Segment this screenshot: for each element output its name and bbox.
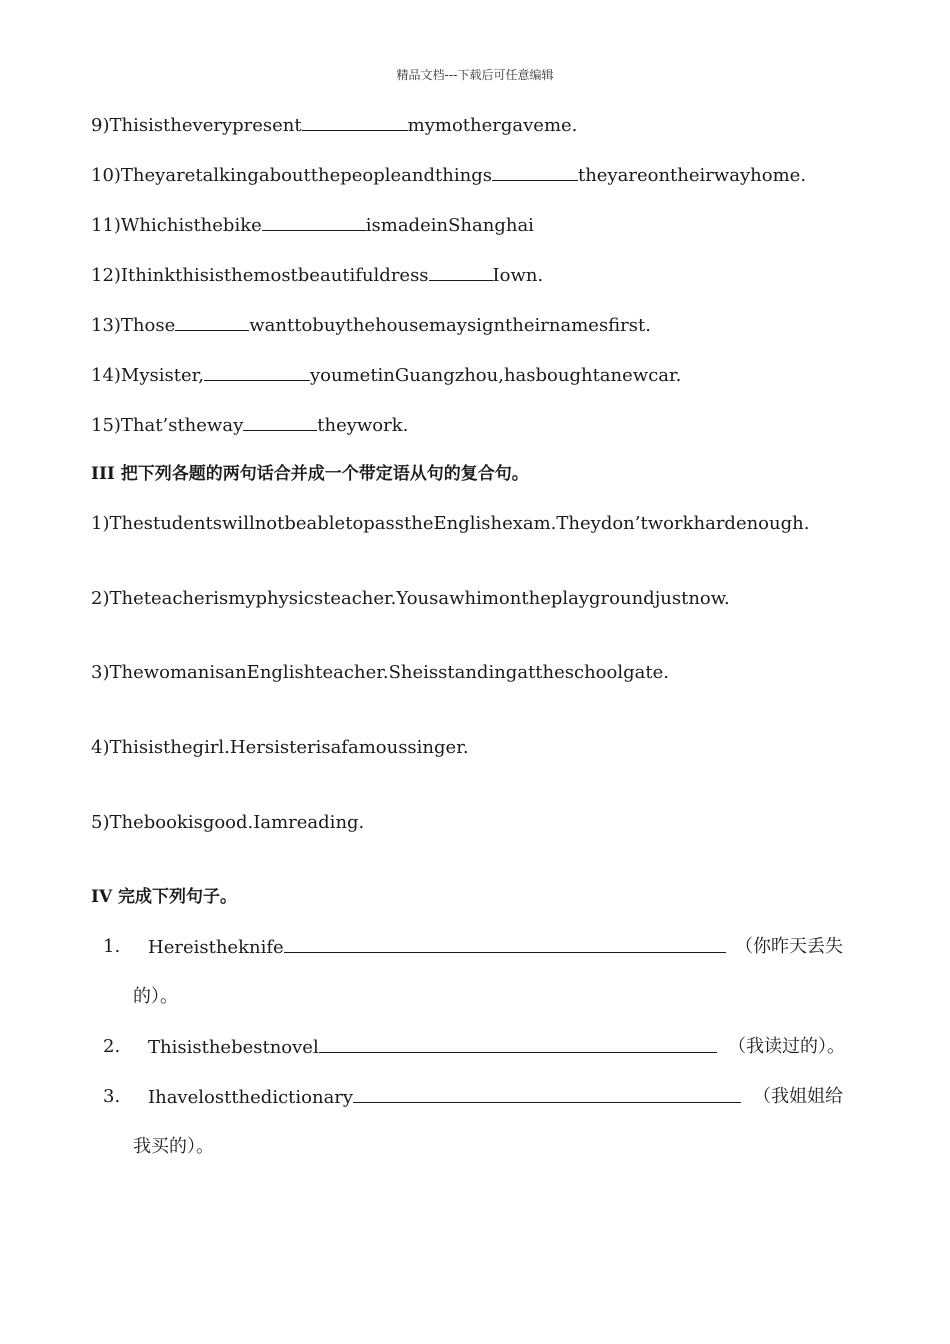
page-header: 精品文档---下载后可任意编辑: [396, 68, 554, 82]
complete-item-3-hint: （我姐姐给: [753, 1086, 843, 1107]
complete-item-3-number: 3.: [103, 1086, 121, 1107]
combine-item-1: 1)ThestudentswillnotbeabletopasstheEnglishexam.Theydon’tworkhardenough.: [91, 513, 810, 534]
section-4-title: IV 完成下列句子。: [91, 887, 238, 907]
answer-blank: [243, 412, 317, 431]
complete-item-1-hint-cont: 的）。: [133, 986, 178, 1007]
answer-blank: [319, 1034, 717, 1053]
complete-item-1: Hereistheknife: [148, 934, 726, 961]
answer-blank: [353, 1084, 741, 1103]
complete-item-3-hint-cont: 我买的）。: [133, 1136, 214, 1157]
answer-blank: [175, 312, 249, 331]
complete-item-3: Ihavelostthedictionary: [148, 1084, 741, 1111]
answer-blank: [302, 112, 408, 131]
fill-item-15: 15)That’stheway theywork.: [91, 412, 408, 439]
complete-item-1-number: 1.: [103, 936, 121, 957]
fill-item-14: 14)Mysister, youmetinGuangzhou,hasboughtanewcar.: [91, 362, 681, 389]
fill-item-13: 13)Those wanttobuythehousemaysigntheirnamesfirst.: [91, 312, 651, 339]
answer-blank: [284, 934, 726, 953]
answer-blank: [429, 262, 493, 281]
complete-item-1-hint: （你昨天丢失: [735, 936, 843, 957]
fill-item-12: 12)Ithinkthisisthemostbeautifuldress Iown.: [91, 262, 543, 289]
complete-item-2: Thisisthebestnovel: [148, 1034, 717, 1061]
combine-item-3: 3)ThewomanisanEnglishteacher.Sheisstandingattheschoolgate.: [91, 662, 669, 683]
fill-item-10: 10)Theyaretalkingaboutthepeopleandthings theyareontheirwayhome.: [91, 162, 806, 189]
fill-item-11: 11)Whichisthebike ismadeinShanghai: [91, 212, 534, 239]
complete-item-2-hint: （我读过的）。: [728, 1036, 845, 1057]
answer-blank: [204, 362, 310, 381]
combine-item-5: 5)Thebookisgood.Iamreading.: [91, 812, 365, 833]
complete-item-2-number: 2.: [103, 1036, 121, 1057]
combine-item-2: 2)Theteacherismyphysicsteacher.Yousawhimontheplaygroundjustnow.: [91, 588, 730, 609]
section-3-title: III 把下列各题的两句话合并成一个带定语从句的复合句。: [91, 464, 529, 484]
answer-blank: [262, 212, 366, 231]
answer-blank: [492, 162, 578, 181]
combine-item-4: 4)Thisisthegirl.Hersisterisafamoussinger.: [91, 737, 469, 758]
fill-item-9: 9)Thisistheverypresent mymothergaveme.: [91, 112, 577, 139]
